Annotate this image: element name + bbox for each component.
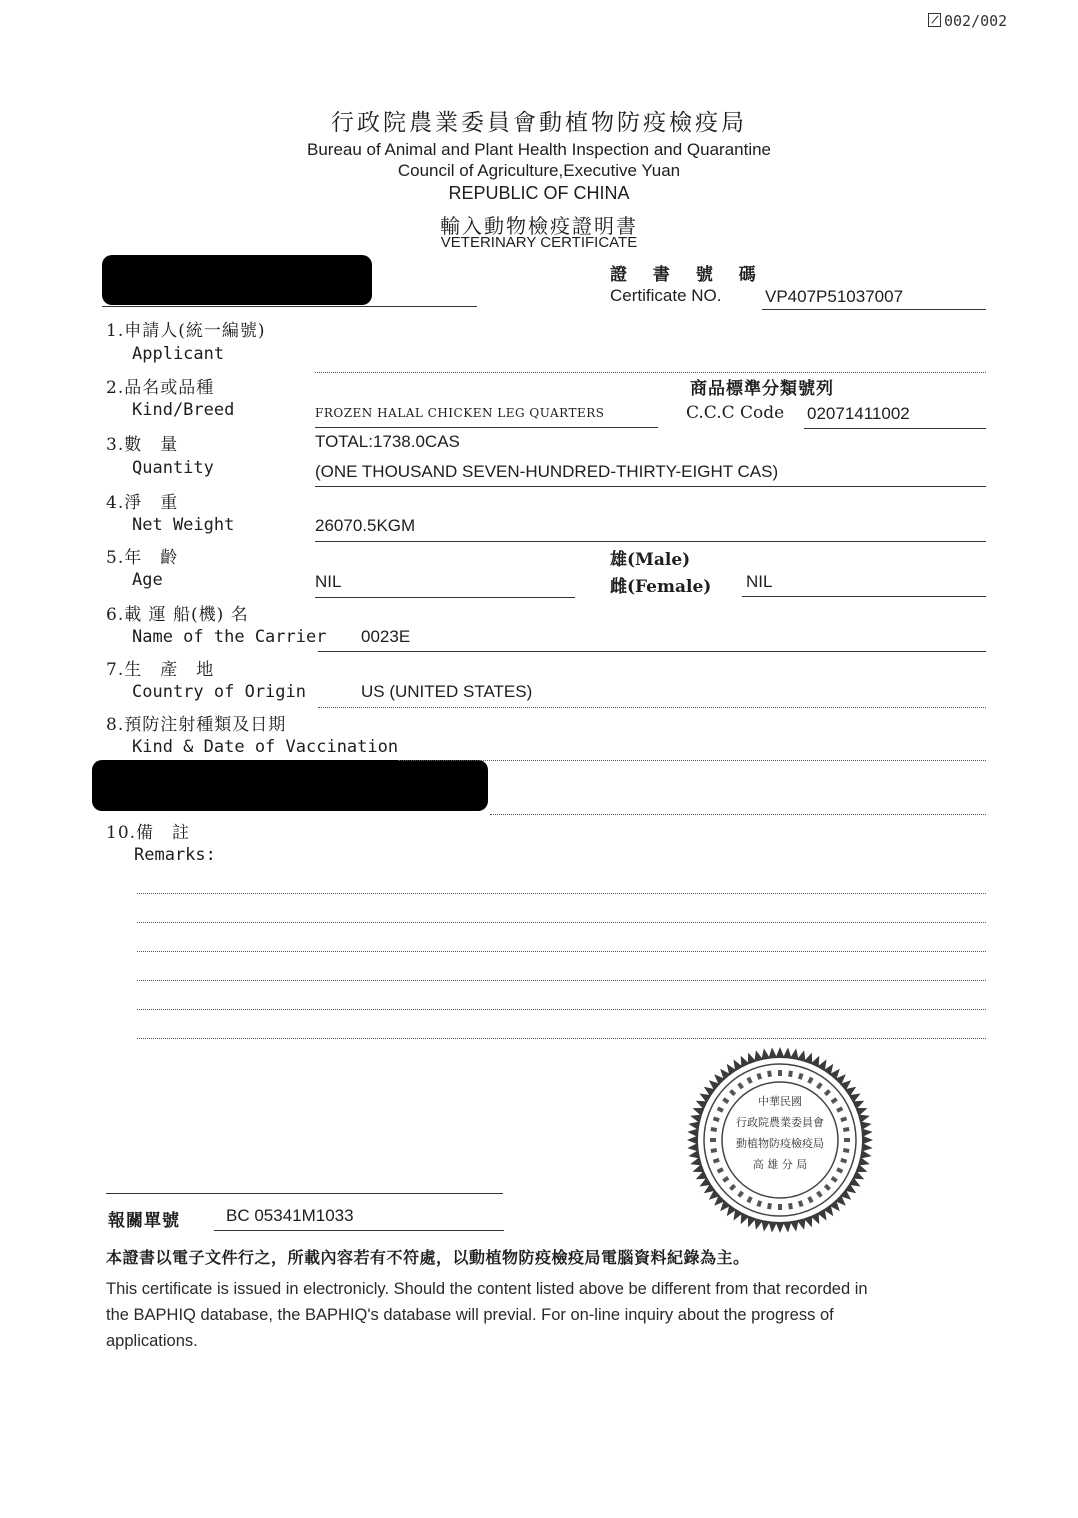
- age-label-en: Age: [132, 570, 163, 590]
- origin-value: US (UNITED STATES): [361, 682, 533, 701]
- seal-line-3: 動植物防疫檢疫局: [736, 1137, 824, 1150]
- ccc-label-zh: 商品標準分類號列: [690, 379, 834, 399]
- net-weight-value: 26070.5KGM: [315, 516, 416, 535]
- quantity-label-en: Quantity: [132, 458, 214, 478]
- fax-page-number: 002/002: [928, 12, 1007, 30]
- certificate-label-zh: 證 書 號 碼: [610, 265, 766, 285]
- applicant-label-en: Applicant: [132, 344, 225, 364]
- origin-label-zh: 7.生 產 地: [106, 660, 215, 680]
- remarks-line: [137, 922, 986, 923]
- net-weight-label-en: Net Weight: [132, 515, 235, 535]
- redacted-block-top: [102, 255, 372, 305]
- sex-male-label: 雄(Male): [610, 550, 691, 570]
- kind-value: FROZEN HALAL CHICKEN LEG QUARTERS: [315, 406, 605, 420]
- document-title-zh: 輸入動物檢疫證明書: [440, 214, 638, 238]
- notice-en-line-1: This certificate is issued in electronicly. Should the content listed above be different from that recorded in: [106, 1280, 868, 1298]
- document-title-en: VETERINARY CERTIFICATE: [440, 234, 638, 251]
- declaration-label-zh: 報關單號: [108, 1211, 180, 1231]
- carrier-label-zh: 6.載 運 船(機) 名: [106, 605, 249, 625]
- fax-icon: [928, 13, 941, 27]
- notice-zh: 本證書以電子文件行之，所載內容若有不符處，以動植物防疫檢疫局電腦資料紀錄為主。: [106, 1248, 750, 1267]
- remarks-line: [137, 893, 986, 894]
- official-seal: [686, 1046, 874, 1234]
- applicant-label-zh: 1.申請人(統一編號): [106, 321, 266, 341]
- agency-name-en: Bureau of Animal and Plant Health Inspection and Quarantine: [306, 140, 772, 159]
- remarks-line: [137, 1038, 986, 1039]
- ccc-label-en: C.C.C Code: [686, 403, 785, 423]
- sex-value: NIL: [746, 572, 773, 591]
- council-name-en: Council of Agriculture,Executive Yuan: [397, 161, 681, 180]
- quantity-value: TOTAL:1738.0CAS: [315, 432, 460, 451]
- notice-en-line-3: applications.: [106, 1332, 198, 1350]
- agency-name-zh: 行政院農業委員會動植物防疫檢疫局: [331, 110, 747, 136]
- remarks-label-zh: 10.備 註: [106, 823, 191, 843]
- remarks-line: [137, 1009, 986, 1010]
- vaccination-label-en: Kind & Date of Vaccination: [132, 737, 399, 757]
- country-name-en: REPUBLIC OF CHINA: [448, 183, 630, 203]
- net-weight-label-zh: 4.淨 重: [106, 493, 179, 513]
- carrier-value: 0023E: [361, 627, 411, 646]
- age-label-zh: 5.年 齡: [106, 548, 179, 568]
- redacted-block-item-9: [92, 760, 488, 811]
- remarks-line: [137, 980, 986, 981]
- quantity-value-words: (ONE THOUSAND SEVEN-HUNDRED-THIRTY-EIGHT CAS): [315, 462, 779, 481]
- ccc-value: 02071411002: [807, 404, 910, 423]
- kind-label-zh: 2.品名或品種: [106, 378, 215, 398]
- age-value: NIL: [315, 572, 342, 591]
- remarks-line: [137, 951, 986, 952]
- sex-female-label: 雌(Female): [610, 577, 712, 597]
- carrier-label-en: Name of the Carrier: [132, 627, 327, 647]
- remarks-label-en: Remarks:: [134, 845, 216, 865]
- seal-line-1: 中華民國: [758, 1095, 802, 1108]
- certificate-number: VP407P51037007: [765, 287, 904, 306]
- seal-line-4: 高 雄 分 局: [752, 1158, 808, 1171]
- quantity-label-zh: 3.數 量: [106, 435, 179, 455]
- seal-line-2: 行政院農業委員會: [736, 1116, 824, 1129]
- certificate-label-en: Certificate NO.: [610, 286, 722, 305]
- vaccination-label-zh: 8.預防注射種類及日期: [106, 715, 287, 735]
- notice-en-line-2: the BAPHIQ database, the BAPHIQ's database will previal. For on-line inquiry about the progress of: [106, 1306, 834, 1324]
- declaration-number: BC 05341M1033: [226, 1206, 354, 1225]
- kind-label-en: Kind/Breed: [132, 400, 235, 420]
- origin-label-en: Country of Origin: [132, 682, 306, 702]
